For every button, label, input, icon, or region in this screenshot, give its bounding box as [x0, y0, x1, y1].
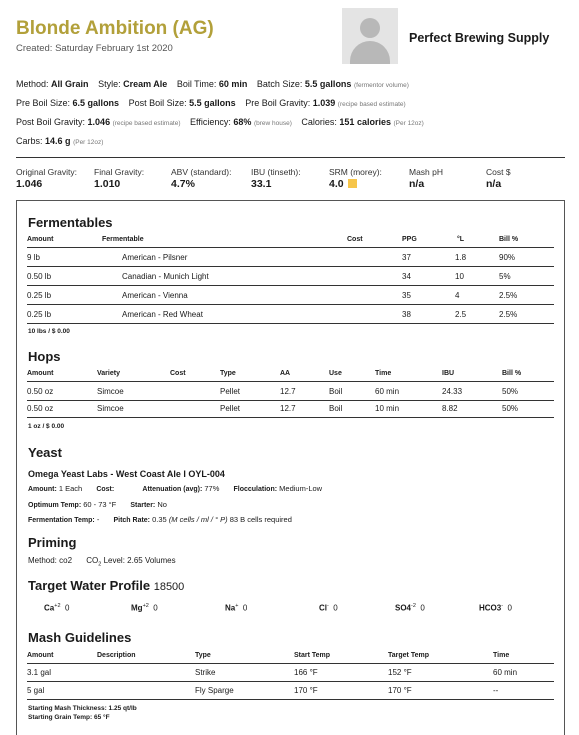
recipe-title: Blonde Ambition (AG) [16, 18, 214, 39]
col-amount: Amount [27, 370, 54, 377]
cell-variety: Simcoe [97, 387, 124, 396]
stat-value: 1.046 [16, 178, 43, 190]
efficiency-label: Efficiency: [190, 117, 231, 127]
cell-start-temp: 166 °F [294, 668, 318, 677]
row-rule [27, 699, 554, 700]
stat-abv [171, 167, 231, 190]
cell-bill: 90% [499, 253, 516, 262]
cell-bill: 5% [499, 272, 511, 281]
header-divider [16, 157, 565, 158]
avatar-shoulders [350, 41, 390, 64]
water-ion-so4 [395, 603, 425, 613]
co2-label: CO [86, 556, 99, 565]
meta-line-1 [16, 79, 409, 89]
cell-time: 60 min [493, 668, 518, 677]
cell-lovibond: 1.8 [455, 253, 467, 262]
yeast-line-1 [28, 484, 322, 493]
method-label: Method: [16, 79, 49, 89]
calories-label: Calories: [301, 117, 337, 127]
cell-amount: 0.50 oz [27, 387, 54, 396]
ion-name: HCO3 [479, 603, 502, 613]
stat-mash-ph [409, 167, 443, 190]
cell-amount: 3.1 gal [27, 668, 52, 677]
priming-title: Priming [28, 535, 77, 550]
carbs-label: Carbs: [16, 136, 43, 146]
stat-ibu [251, 167, 301, 190]
fermentables-total: 10 lbs / $ 0.00 [28, 328, 70, 335]
row-rule [27, 400, 554, 401]
efficiency-value: 68% [233, 117, 252, 127]
water-ion-cl [319, 603, 338, 613]
post-boil-gravity-value: 1.046 [87, 117, 111, 127]
co2-subscript: 2 [98, 561, 102, 568]
cell-type: Strike [195, 668, 216, 677]
cell-bill: 50% [502, 387, 519, 396]
yeast-name: Omega Yeast Labs - West Coast Ale I OYL-004 [28, 469, 225, 479]
cell-amount: 5 gal [27, 686, 45, 695]
water-ion-na [225, 603, 247, 613]
ion-name: Cl [319, 603, 327, 613]
stats-row [16, 167, 565, 195]
cell-fermentable: American - Red Wheat [122, 310, 203, 319]
cell-lovibond: 2.5 [455, 310, 467, 319]
ion-charge: + [235, 603, 239, 609]
mash-thickness: Starting Mash Thickness: 1.25 qt/lb [28, 705, 137, 712]
water-title-text: Target Water Profile [28, 578, 151, 593]
boil-time-value: 60 min [218, 79, 248, 89]
cell-amount: 0.50 lb [27, 272, 52, 281]
yeast-starter-label: Starter: [130, 502, 156, 509]
priming-method: co2 [59, 556, 73, 565]
yeast-amount: 1 Each [58, 484, 83, 493]
fermentables-header-rule [27, 247, 554, 248]
yeast-starter: No [157, 500, 167, 509]
pre-boil-gravity-label: Pre Boil Gravity: [245, 98, 311, 108]
col-start-temp: Start Temp [294, 652, 331, 659]
ion-value: 0 [242, 603, 248, 613]
cell-amount: 0.25 lb [27, 291, 52, 300]
col-ppg: PPG [402, 236, 417, 243]
stat-fg [94, 167, 144, 190]
fermentables-title: Fermentables [28, 215, 113, 230]
cell-aa: 12.7 [280, 404, 296, 413]
water-ion-ca [44, 603, 69, 613]
cell-aa: 12.7 [280, 387, 296, 396]
water-ion-mg [131, 603, 158, 613]
stat-label: IBU (tinseth): [251, 167, 301, 177]
ion-charge: - [327, 603, 329, 609]
yeast-flocculation: Medium-Low [279, 484, 323, 493]
batch-size-label: Batch Size: [256, 79, 303, 89]
col-lovibond: °L [457, 236, 465, 243]
avatar-head [360, 18, 380, 38]
col-bill: Bill % [499, 236, 519, 243]
priming-line [28, 556, 176, 568]
ion-value: 0 [507, 603, 512, 613]
stat-label: Cost $ [486, 167, 511, 177]
yeast-line-2 [28, 500, 167, 509]
calories-value: 151 calories [339, 117, 391, 127]
cell-fermentable: American - Vienna [122, 291, 188, 300]
carbs-value: 14.6 g [45, 136, 71, 146]
stat-value: n/a [486, 178, 502, 190]
yeast-attenuation: 77% [204, 484, 220, 493]
cell-lovibond: 4 [455, 291, 460, 300]
stat-value: 4.0 [329, 178, 344, 190]
col-type: Type [195, 652, 211, 659]
yeast-cost-label: Cost: [96, 486, 115, 493]
ion-name: Ca [44, 603, 55, 613]
yeast-title: Yeast [28, 445, 62, 460]
cell-use: Boil [329, 404, 343, 413]
cell-bill: 2.5% [499, 291, 518, 300]
cell-time: 10 min [375, 404, 400, 413]
ion-name: Mg [131, 603, 143, 613]
yeast-pitch-rate-note: 83 B cells required [229, 515, 292, 524]
col-amount: Amount [27, 236, 54, 243]
col-type: Type [220, 370, 236, 377]
style-label: Style: [98, 79, 121, 89]
cell-target-temp: 152 °F [388, 668, 412, 677]
yeast-optimum-temp: 60 - 73 °F [83, 500, 117, 509]
post-boil-gravity-label: Post Boil Gravity: [16, 117, 86, 127]
col-description: Description [97, 652, 136, 659]
row-rule [27, 417, 554, 418]
meta-line-2 [16, 98, 406, 108]
cell-fermentable: American - Pilsner [122, 253, 188, 262]
cell-ppg: 37 [402, 253, 411, 262]
yeast-optimum-temp-label: Optimum Temp: [28, 502, 82, 509]
water-title [28, 578, 184, 593]
yeast-fermentation-temp: - [96, 515, 100, 524]
cell-time: 60 min [375, 387, 400, 396]
col-cost: Cost [347, 236, 363, 243]
stat-cost [486, 167, 511, 190]
mash-header-rule [27, 663, 554, 664]
col-target-temp: Target Temp [388, 652, 429, 659]
stat-og [16, 167, 77, 190]
cell-amount: 0.50 oz [27, 404, 54, 413]
ion-value: 0 [420, 603, 425, 613]
cell-type: Pellet [220, 387, 241, 396]
stat-srm [329, 167, 382, 190]
col-ibu: IBU [442, 370, 455, 377]
col-fermentable: Fermentable [102, 236, 144, 243]
srm-color-swatch [348, 179, 357, 188]
meta-line-4 [16, 136, 103, 146]
stat-value: 33.1 [251, 178, 272, 190]
cell-target-temp: 170 °F [388, 686, 412, 695]
ion-value: 0 [153, 603, 158, 613]
cell-use: Boil [329, 387, 343, 396]
post-boil-size-value: 5.5 gallons [189, 98, 236, 108]
col-variety: Variety [97, 370, 120, 377]
mash-title: Mash Guidelines [28, 630, 132, 645]
cell-type: Fly Sparge [195, 686, 234, 695]
batch-size-note: (fermentor volume) [353, 82, 409, 89]
carbs-note: (Per 12oz) [73, 139, 104, 146]
cell-ibu: 8.82 [442, 404, 458, 413]
meta-line-3 [16, 117, 424, 127]
cell-ppg: 38 [402, 310, 411, 319]
yeast-amount-label: Amount: [28, 486, 57, 493]
boil-time-label: Boil Time: [176, 79, 217, 89]
stat-label: Original Gravity: [16, 167, 77, 177]
stat-label: Mash pH [409, 167, 444, 177]
row-rule [27, 323, 554, 324]
stat-value: 4.7% [171, 178, 195, 190]
col-aa: AA [280, 370, 291, 377]
recipe-details-panel [16, 200, 565, 735]
created-date: Created: Saturday February 1st 2020 [16, 43, 173, 54]
yeast-flocculation-label: Flocculation: [233, 486, 278, 493]
ion-value: 0 [64, 603, 70, 613]
priming-method-label: Method: [28, 556, 57, 565]
ion-name: SO4 [395, 603, 412, 613]
row-rule [27, 266, 554, 267]
ion-charge: +2 [142, 603, 149, 609]
cell-amount: 9 lb [27, 253, 40, 262]
efficiency-note: (brew house) [253, 120, 292, 127]
yeast-pitch-rate-label: Pitch Rate: [113, 517, 151, 524]
stat-value: 1.010 [94, 178, 121, 190]
col-time: Time [493, 652, 510, 659]
stat-value: n/a [409, 178, 425, 190]
post-boil-size-label: Post Boil Size: [128, 98, 187, 108]
col-use: Use [329, 370, 342, 377]
col-amount: Amount [27, 652, 54, 659]
co2-level: 2.65 Volumes [127, 556, 176, 565]
ion-charge: +2 [54, 603, 61, 609]
row-rule [27, 681, 554, 682]
cell-ppg: 34 [402, 272, 411, 281]
post-boil-gravity-note: (recipe based estimate) [112, 120, 181, 127]
col-time: Time [375, 370, 392, 377]
calories-note: (Per 12oz) [393, 120, 424, 127]
style-value: Cream Ale [123, 79, 168, 89]
col-cost: Cost [170, 370, 186, 377]
pre-boil-gravity-note: (recipe based estimate) [337, 101, 406, 108]
stat-label: Final Gravity: [94, 167, 145, 177]
grain-temp: Starting Grain Temp: 65 °F [28, 714, 110, 721]
row-rule [27, 285, 554, 286]
ion-charge: - [501, 603, 504, 609]
cell-start-temp: 170 °F [294, 686, 318, 695]
water-ion-hco3 [479, 603, 512, 613]
cell-bill: 50% [502, 404, 519, 413]
cell-amount: 0.25 lb [27, 310, 52, 319]
yeast-pitch-rate-unit: (M cells / ml / ° P) [168, 515, 228, 524]
hops-total: 1 oz / $ 0.00 [28, 423, 65, 430]
hops-title: Hops [28, 349, 61, 364]
user-placeholder-icon [342, 8, 398, 64]
hops-header-rule [27, 381, 554, 382]
shop-name: Perfect Brewing Supply [409, 31, 550, 45]
pre-boil-size-value: 6.5 gallons [72, 98, 120, 108]
cell-fermentable: Canadian - Munich Light [122, 272, 209, 281]
batch-size-value: 5.5 gallons [304, 79, 352, 89]
cell-type: Pellet [220, 404, 241, 413]
ion-name: Na [225, 603, 236, 613]
stat-label: ABV (standard): [171, 167, 232, 177]
co2-level-label: Level: [101, 556, 125, 565]
water-profile-value: 18500 [153, 581, 185, 593]
yeast-fermentation-temp-label: Fermentation Temp: [28, 517, 95, 524]
cell-ibu: 24.33 [442, 387, 463, 396]
row-rule [27, 304, 554, 305]
cell-lovibond: 10 [455, 272, 464, 281]
cell-variety: Simcoe [97, 404, 124, 413]
method-value: All Grain [51, 79, 89, 89]
pre-boil-gravity-value: 1.039 [312, 98, 336, 108]
yeast-pitch-rate: 0.35 [152, 515, 167, 524]
ion-value: 0 [333, 603, 338, 613]
ion-charge: -2 [411, 603, 416, 609]
cell-time: -- [493, 686, 499, 695]
cell-ppg: 35 [402, 291, 411, 300]
col-bill: Bill % [502, 370, 522, 377]
yeast-line-3 [28, 515, 292, 524]
stat-label: SRM (morey): [329, 167, 382, 177]
pre-boil-size-label: Pre Boil Size: [16, 98, 71, 108]
yeast-attenuation-label: Attenuation (avg): [142, 486, 203, 493]
cell-bill: 2.5% [499, 310, 518, 319]
